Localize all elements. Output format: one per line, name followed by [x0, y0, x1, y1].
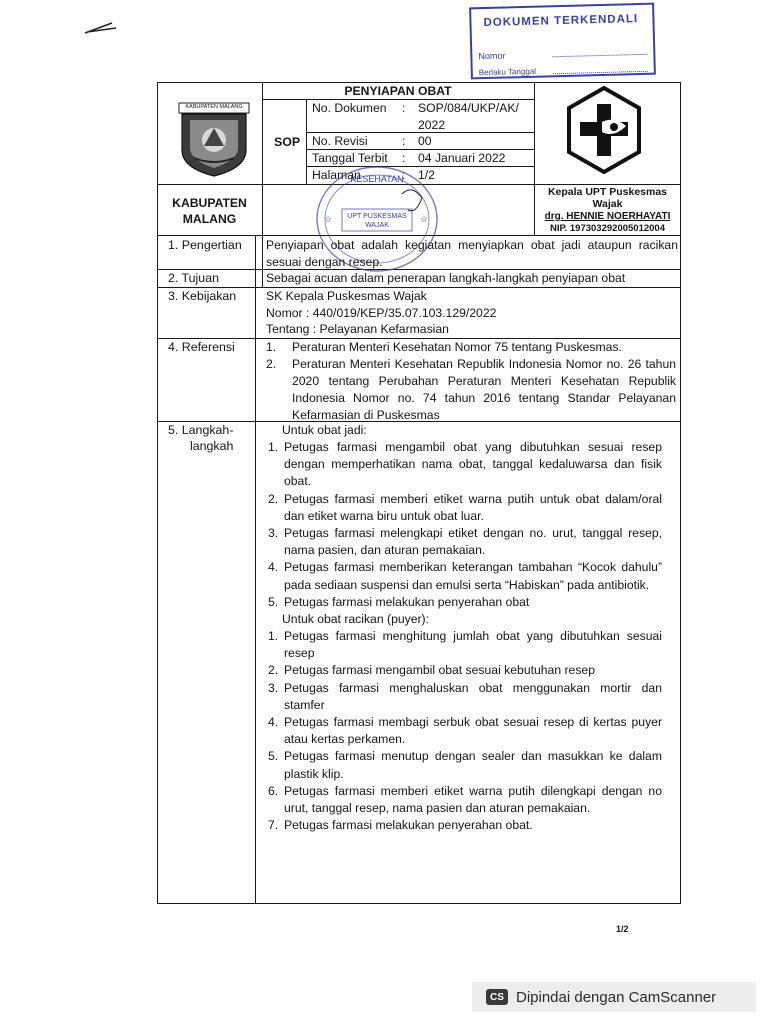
- regency-logo-text: KABUPATEN MALANG: [185, 104, 243, 110]
- svg-text:☆: ☆: [324, 214, 333, 224]
- controlled-stamp-title: DOKUMEN TERKENDALI: [483, 13, 639, 30]
- puskesmas-logo-icon: [566, 86, 642, 174]
- list-item: 7. Petugas farmasi melakukan penyerahan obat.: [268, 818, 533, 833]
- signer-title-1: Kepala UPT Puskesmas: [547, 186, 668, 198]
- page-number: 1/2: [616, 924, 629, 934]
- langkah-steps: [268, 422, 662, 834]
- svg-text:KESEHATAN: KESEHATAN: [350, 174, 404, 184]
- svg-text:WAJAK: WAJAK: [365, 222, 389, 229]
- field-tanggal-terbit-label: Tanggal Terbit: [312, 151, 388, 165]
- sop-label: SOP: [274, 135, 301, 149]
- section-tujuan-text: Sebagai acuan dalam penerapan langkah-langkah penyiapan obat: [266, 271, 626, 285]
- field-no-dokumen-label: No. Dokumen: [312, 101, 387, 115]
- field-no-dokumen-value: SOP/084/UKP/AK/ 2022: [418, 101, 519, 132]
- referensi-item: 1. Peraturan Menteri Kesehatan Nomor 75 tentang Puskesmas.: [266, 340, 622, 354]
- svg-text:☆: ☆: [420, 214, 429, 224]
- referensi-list: [266, 339, 676, 424]
- field-no-revisi-label: No. Revisi: [312, 134, 368, 148]
- svg-text:UPT PUSKESMAS: UPT PUSKESMAS: [347, 213, 407, 220]
- list-item: 2. Petugas farmasi mengambil obat sesuai kebutuhan resep: [268, 663, 595, 678]
- regency-name-line2: MALANG: [182, 212, 237, 226]
- list-item: 1. Petugas farmasi menghitung jumlah obat yang dibutuhkan sesuai resep: [268, 629, 662, 661]
- referensi-item: 2. Peraturan Menteri Kesehatan Republik Indonesia Nomor no. 26 tahun 2020 tentang Perubahan Peraturan Menteri Kesehatan Republik Indonesia Nomor no. 74 tahun 2016 tentang Standar Pelayanan Kefarmasian di Puskesmas: [266, 357, 676, 422]
- obat-jadi-heading: Untuk obat jadi:: [282, 423, 367, 437]
- camscanner-watermark: [472, 982, 756, 1012]
- field-halaman-label: Halaman: [312, 168, 361, 182]
- list-item: 2. Petugas farmasi memberi etiket warna putih untuk obat dalam/oral dan etiket warna biru untuk obat luar.: [268, 491, 662, 523]
- section-langkah-label-1: 5. Langkah-: [168, 423, 234, 437]
- signer-name: drg. HENNIE NOERHAYATI: [544, 211, 671, 222]
- obat-jadi-list: [268, 439, 662, 611]
- section-pengertian-text: Penyiapan obat adalah kegiatan menyiapkan obat jadi ataupun racikan sesuai dengan resep.: [266, 238, 678, 269]
- document-title: PENYIAPAN OBAT: [344, 84, 452, 98]
- section-kebijakan-line2: Nomor : 440/019/KEP/35.07.103.129/2022: [266, 306, 497, 320]
- obat-racikan-list: [268, 628, 662, 834]
- section-kebijakan-line3: Tentang : Pelayanan Kefarmasian: [266, 322, 449, 336]
- list-item: 6. Petugas farmasi memberi etiket warna putih dilengkapi dengan no urut, tanggal resep, nama pasien dan aturan pemakaian.: [268, 783, 662, 816]
- kabupaten-malang-logo-icon: [178, 102, 250, 178]
- pen-mark-icon: [82, 18, 122, 38]
- section-pengertian-label: 1. Pengertian: [168, 238, 242, 252]
- field-tanggal-terbit-value: 04 Januari 2022: [418, 151, 506, 165]
- camscanner-icon: CS: [486, 989, 508, 1005]
- controlled-document-stamp: [469, 3, 656, 80]
- camscanner-text: Dipindai dengan CamScanner: [516, 988, 717, 1006]
- regency-name-line1: KABUPATEN: [172, 196, 247, 210]
- list-item: 1. Petugas farmasi mengambil obat yang dibutuhkan sesuai resep dengan memperhatikan nama obat, tanggal kedaluwarsa dan fisik obat.: [268, 440, 662, 489]
- section-langkah-label-2: langkah: [190, 439, 234, 453]
- list-item: 3. Petugas farmasi melengkapi etiket dengan no. urut, tanggal resep, nama pasien, dan aturan pemakaian.: [268, 526, 662, 558]
- section-kebijakan-line1: SK Kepala Puskesmas Wajak: [266, 289, 427, 303]
- section-tujuan-label: 2. Tujuan: [168, 271, 219, 285]
- obat-racikan-heading: Untuk obat racikan (puyer):: [282, 612, 429, 627]
- list-item: 3. Petugas farmasi menghaluskan obat menggunakan mortir dan stamfer: [268, 680, 662, 712]
- field-no-revisi-value: 00: [418, 134, 432, 148]
- list-item: 4. Petugas farmasi memberikan keterangan tambahan “Kocok dahulu” pada sediaan suspensi dan emulsi serta “Habiskan” pada antibiotik.: [268, 560, 662, 592]
- list-item: 5. Petugas farmasi menutup dengan sealer dan masukkan ke dalam plastik klip.: [268, 749, 662, 781]
- list-item: 5. Petugas farmasi melakukan penyerahan obat: [268, 594, 530, 609]
- signer-title-2: Wajak: [592, 198, 623, 210]
- section-kebijakan-label: 3. Kebijakan: [168, 289, 237, 303]
- field-halaman-value: 1/2: [418, 168, 435, 182]
- list-item: 4. Petugas farmasi membagi serbuk obat sesuai resep di kertas puyer atau kertas perkamen.: [268, 715, 662, 747]
- signer-nip: NIP. 197303292005012004: [550, 223, 665, 234]
- controlled-stamp-date-label: Berlaku Tanggal: [478, 66, 537, 78]
- section-referensi-label: 4. Referensi: [168, 340, 235, 354]
- controlled-stamp-number-label: Nomor: [478, 50, 506, 62]
